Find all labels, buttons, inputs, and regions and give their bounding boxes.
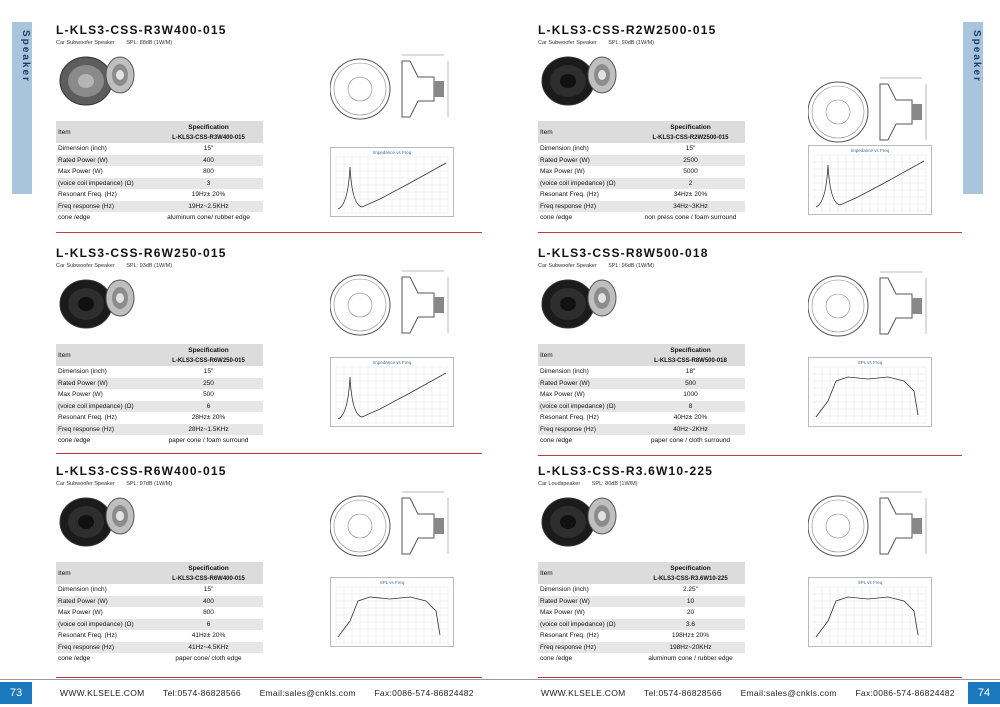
spec-value: paper cone / cloth surround <box>650 437 731 445</box>
section-divider <box>538 677 962 678</box>
section-divider <box>56 232 482 233</box>
spec-row <box>56 630 263 642</box>
spec-row <box>56 424 263 436</box>
drawing-container <box>330 263 450 345</box>
spec-label: Freq response (Hz) <box>56 201 154 213</box>
spec-value: 400 <box>154 596 263 608</box>
spec-label: (voice coil impedance) (Ω) <box>538 178 636 190</box>
spec-value: 18" <box>685 368 696 376</box>
spl-graph <box>808 577 932 647</box>
footer-right <box>541 688 971 698</box>
spec-value: 41Hz~4.5KHz <box>154 642 263 654</box>
spec-row <box>538 607 745 619</box>
spec-label: Rated Power (W) <box>56 378 154 390</box>
speaker-photo <box>538 49 624 109</box>
spec-value: 20 <box>686 609 695 617</box>
spec-row <box>538 642 745 654</box>
spec-value: 198Hz~20KHz <box>636 642 745 654</box>
spec-label: Dimension (inch) <box>540 368 589 376</box>
spec-row <box>538 584 745 596</box>
spec-value: 2 <box>636 178 745 190</box>
spec-label: Freq response (Hz) <box>56 642 154 654</box>
product-subtitle <box>538 481 638 487</box>
spec-label: Dimension (inch) <box>540 145 589 153</box>
spec-label: (voice coil impedance) (Ω) <box>56 401 154 413</box>
spec-row <box>538 366 745 378</box>
spec-value: aluminum cone / rubber edge <box>648 655 733 663</box>
spec-value: 3.6 <box>636 619 745 631</box>
spec-row <box>56 212 263 224</box>
impedance-graph <box>808 145 932 215</box>
spec-value: 6 <box>154 619 263 631</box>
spec-value: 1000 <box>683 391 698 399</box>
spec-value: 500 <box>636 378 745 390</box>
spec-value: 5000 <box>683 168 698 176</box>
dimension-drawing <box>808 70 928 152</box>
spec-row <box>538 178 745 190</box>
spec-model: L-KLS3-CSS-R2W2500-015 <box>636 133 745 143</box>
spec-header: Specification <box>154 121 263 133</box>
spec-row <box>56 201 263 213</box>
product-category: Car Subwoofer Speaker <box>56 40 115 46</box>
spec-value: 34Hz± 20% <box>673 191 708 199</box>
drawing-container <box>330 47 450 129</box>
drawing-container <box>330 484 450 566</box>
section-divider <box>538 232 962 233</box>
spec-item-header: Item <box>538 121 636 143</box>
section-tab-left <box>12 22 32 194</box>
spec-value: 250 <box>154 378 263 390</box>
spec-label: Max Power (W) <box>540 609 585 617</box>
spec-value: 15" <box>203 145 214 153</box>
footer-email[interactable]: Email:sales@cnkls.com <box>740 688 837 698</box>
spec-row <box>56 653 263 665</box>
product-title: L-KLS3-CSS-R2W2500-015 <box>538 23 717 37</box>
product-subtitle <box>538 40 654 46</box>
spec-label: Resonant Freq. (Hz) <box>540 632 599 640</box>
spec-value: 40Hz~2KHz <box>636 424 745 436</box>
graph-title: SPL vs Freq <box>857 360 883 365</box>
graph-title: Impedance vs Freq <box>372 150 412 155</box>
spec-row <box>56 607 263 619</box>
speaker-photo <box>538 272 624 332</box>
spec-model: L-KLS3-CSS-R6W400-015 <box>154 574 263 584</box>
spec-model: L-KLS3-CSS-R3.6W10-225 <box>636 574 745 584</box>
spec-header: Specification <box>154 562 263 574</box>
spec-value: 198Hz± 20% <box>671 632 710 640</box>
spec-label: (voice coil impedance) (Ω) <box>56 178 154 190</box>
spec-label: Resonant Freq. (Hz) <box>58 191 117 199</box>
footer-website[interactable]: WWW.KLSELE.COM <box>541 688 626 698</box>
spec-value: 28Hz± 20% <box>191 414 226 422</box>
product-spl: SPL: 80dB (1W/M) <box>591 481 638 487</box>
dimension-drawing <box>330 263 450 345</box>
spec-value: paper cone / foam surround <box>168 437 249 445</box>
spec-label: Max Power (W) <box>58 168 103 176</box>
product-category: Car Subwoofer Speaker <box>538 40 597 46</box>
spec-label: Max Power (W) <box>58 391 103 399</box>
spec-label: Dimension (inch) <box>540 586 589 594</box>
spec-value: 500 <box>203 391 214 399</box>
spec-item-header: Item <box>56 121 154 143</box>
spec-model: L-KLS3-CSS-R3W400-015 <box>154 133 263 143</box>
spec-row <box>56 596 263 608</box>
spec-row <box>538 412 745 424</box>
page-number-right: 74 <box>968 682 1000 704</box>
graph-title: Impedance vs Freq <box>850 148 890 153</box>
speaker-photo <box>56 490 142 550</box>
graph-container <box>330 577 454 647</box>
product-spl: SPL: 93dB (1W/M) <box>126 263 173 269</box>
speaker-photo <box>538 490 624 550</box>
spl-graph <box>808 357 932 427</box>
product-spl: SPL: 88dB (1W/M) <box>126 40 173 46</box>
dimension-drawing <box>808 484 928 566</box>
dimension-drawing <box>330 47 450 129</box>
spec-label: Max Power (W) <box>58 609 103 617</box>
spec-label: Freq response (Hz) <box>56 424 154 436</box>
spec-row <box>56 366 263 378</box>
spec-row <box>56 435 263 447</box>
section-tab-label: Speaker <box>971 30 982 83</box>
spec-value: 34Hz~3KHz <box>636 201 745 213</box>
spec-model: L-KLS3-CSS-R6W250-015 <box>154 356 263 366</box>
spec-row <box>56 642 263 654</box>
product-category: Car Subwoofer Speaker <box>56 481 115 487</box>
spec-row <box>56 189 263 201</box>
spec-value: 400 <box>154 155 263 167</box>
spec-value: 800 <box>203 609 214 617</box>
footer-left <box>60 688 490 698</box>
spec-header: Specification <box>154 344 263 356</box>
dimension-drawing <box>330 484 450 566</box>
speaker-photo <box>56 272 142 332</box>
drawing-container <box>808 484 928 566</box>
spl-graph <box>330 577 454 647</box>
spec-row <box>538 653 745 665</box>
spec-label: Resonant Freq. (Hz) <box>540 191 599 199</box>
drawing-container <box>808 264 928 346</box>
footer-website[interactable]: WWW.KLSELE.COM <box>60 688 145 698</box>
spec-label: cone /edge <box>540 655 573 663</box>
spec-row <box>56 619 263 631</box>
spec-model: L-KLS3-CSS-R8W500-018 <box>636 356 745 366</box>
spec-row <box>56 378 263 390</box>
speaker-photo <box>56 49 142 109</box>
spec-value: 15" <box>685 145 696 153</box>
spec-row <box>538 401 745 413</box>
spec-label: Dimension (inch) <box>58 586 107 594</box>
graph-container <box>808 577 932 647</box>
spec-table <box>56 121 263 224</box>
spec-value: 15" <box>203 368 214 376</box>
spec-label: Rated Power (W) <box>538 155 636 167</box>
graph-title: SPL vs Freq <box>857 580 883 585</box>
spec-table <box>538 121 745 224</box>
product-category: Car Subwoofer Speaker <box>56 263 115 269</box>
spec-value: 41Hz± 20% <box>191 632 226 640</box>
spec-value: 8 <box>636 401 745 413</box>
spec-row <box>538 435 745 447</box>
product-spl: SPL: 90dB (1W/M) <box>608 40 655 46</box>
spec-label: (voice coil impedance) (Ω) <box>538 619 636 631</box>
spec-label: Max Power (W) <box>540 391 585 399</box>
spec-label: Rated Power (W) <box>56 596 154 608</box>
footer-tel: Tel:0574-86828566 <box>163 688 241 698</box>
spec-row <box>538 378 745 390</box>
spec-row <box>538 166 745 178</box>
drawing-container <box>808 70 928 152</box>
section-divider <box>538 455 962 456</box>
product-title: L-KLS3-CSS-R8W500-018 <box>538 246 709 260</box>
spec-value: 40Hz± 20% <box>673 414 708 422</box>
spec-row <box>56 178 263 190</box>
graph-container <box>808 145 932 215</box>
spec-item-header: Item <box>56 562 154 584</box>
product-title: L-KLS3-CSS-R3.6W10-225 <box>538 464 714 478</box>
graph-title: Impedance vs Freq <box>372 360 412 365</box>
spec-row <box>56 166 263 178</box>
spec-table <box>56 562 263 665</box>
spec-value: 2500 <box>636 155 745 167</box>
spec-label: (voice coil impedance) (Ω) <box>538 401 636 413</box>
spec-label: Dimension (inch) <box>58 145 107 153</box>
spec-label: Freq response (Hz) <box>538 642 636 654</box>
spec-table <box>538 562 745 665</box>
spec-label: Resonant Freq. (Hz) <box>58 632 117 640</box>
product-title: L-KLS3-CSS-R6W250-015 <box>56 246 227 260</box>
impedance-graph <box>330 147 454 217</box>
spec-value: 19Hz± 20% <box>191 191 226 199</box>
spec-value: 6 <box>154 401 263 413</box>
spec-label: Rated Power (W) <box>56 155 154 167</box>
section-tab-label: Speaker <box>20 30 31 83</box>
spec-header: Specification <box>636 121 745 133</box>
spec-label: (voice coil impedance) (Ω) <box>56 619 154 631</box>
spec-value: 19Hz~2.5KHz <box>154 201 263 213</box>
product-title: L-KLS3-CSS-R6W400-015 <box>56 464 227 478</box>
impedance-graph <box>330 357 454 427</box>
footer-email[interactable]: Email:sales@cnkls.com <box>259 688 356 698</box>
spec-label: Resonant Freq. (Hz) <box>540 414 599 422</box>
spec-row <box>538 143 745 155</box>
spec-label: cone /edge <box>540 214 573 222</box>
spec-label: Rated Power (W) <box>538 596 636 608</box>
spec-label: Resonant Freq. (Hz) <box>58 414 117 422</box>
spec-value: 10 <box>636 596 745 608</box>
product-subtitle <box>56 40 172 46</box>
product-subtitle <box>56 481 172 487</box>
spec-label: cone /edge <box>58 437 91 445</box>
spec-value: paper cone/ cloth edge <box>175 655 242 663</box>
spec-value: 2.25" <box>683 586 698 594</box>
spec-row <box>538 596 745 608</box>
spec-row <box>538 389 745 401</box>
footer-fax: Fax:0086-574-86824482 <box>374 688 474 698</box>
spec-label: cone /edge <box>540 437 573 445</box>
spec-row <box>56 412 263 424</box>
spec-row <box>538 630 745 642</box>
spec-label: cone /edge <box>58 214 91 222</box>
spec-value: 800 <box>203 168 214 176</box>
spec-row <box>56 401 263 413</box>
product-category: Car Subwoofer Speaker <box>538 263 597 269</box>
spec-value: 3 <box>154 178 263 190</box>
spec-row <box>538 424 745 436</box>
spec-row <box>56 584 263 596</box>
spec-value: 15" <box>203 586 214 594</box>
spec-label: Freq response (Hz) <box>538 201 636 213</box>
spec-row <box>56 389 263 401</box>
spec-row <box>56 155 263 167</box>
spec-label: Freq response (Hz) <box>538 424 636 436</box>
spec-row <box>538 155 745 167</box>
product-subtitle <box>56 263 172 269</box>
spec-item-header: Item <box>538 344 636 366</box>
product-category: Car Loudspeaker <box>538 481 581 487</box>
spec-value: non press cone / foam surround <box>644 214 737 222</box>
product-title: L-KLS3-CSS-R3W400-015 <box>56 23 227 37</box>
footer-fax: Fax:0086-574-86824482 <box>855 688 955 698</box>
spec-header: Specification <box>636 562 745 574</box>
spec-label: Rated Power (W) <box>538 378 636 390</box>
graph-container <box>330 357 454 427</box>
spec-label: cone /edge <box>58 655 91 663</box>
graph-container <box>330 147 454 217</box>
product-spl: SPL: 97dB (1W/M) <box>126 481 173 487</box>
footer-tel: Tel:0574-86828566 <box>644 688 722 698</box>
page-number-left: 73 <box>0 682 32 704</box>
product-spl: SPL: 96dB (1W/M) <box>608 263 655 269</box>
spec-label: Dimension (inch) <box>58 368 107 376</box>
spec-row <box>538 189 745 201</box>
product-subtitle <box>538 263 654 269</box>
spec-value: aluminum cone/ rubber edge <box>167 214 250 222</box>
spec-header: Specification <box>636 344 745 356</box>
spec-row <box>538 212 745 224</box>
spec-value: 28Hz~1.5KHz <box>154 424 263 436</box>
spec-item-header: Item <box>56 344 154 366</box>
spec-table <box>56 344 263 447</box>
dimension-drawing <box>808 264 928 346</box>
graph-container <box>808 357 932 427</box>
spec-row <box>538 201 745 213</box>
graph-title: SPL vs Freq <box>379 580 405 585</box>
spec-item-header: Item <box>538 562 636 584</box>
spec-row <box>56 143 263 155</box>
section-divider <box>56 677 482 678</box>
spec-row <box>538 619 745 631</box>
section-divider <box>56 453 482 454</box>
spec-label: Max Power (W) <box>540 168 585 176</box>
spec-table <box>538 344 745 447</box>
footer-divider <box>0 679 1000 680</box>
